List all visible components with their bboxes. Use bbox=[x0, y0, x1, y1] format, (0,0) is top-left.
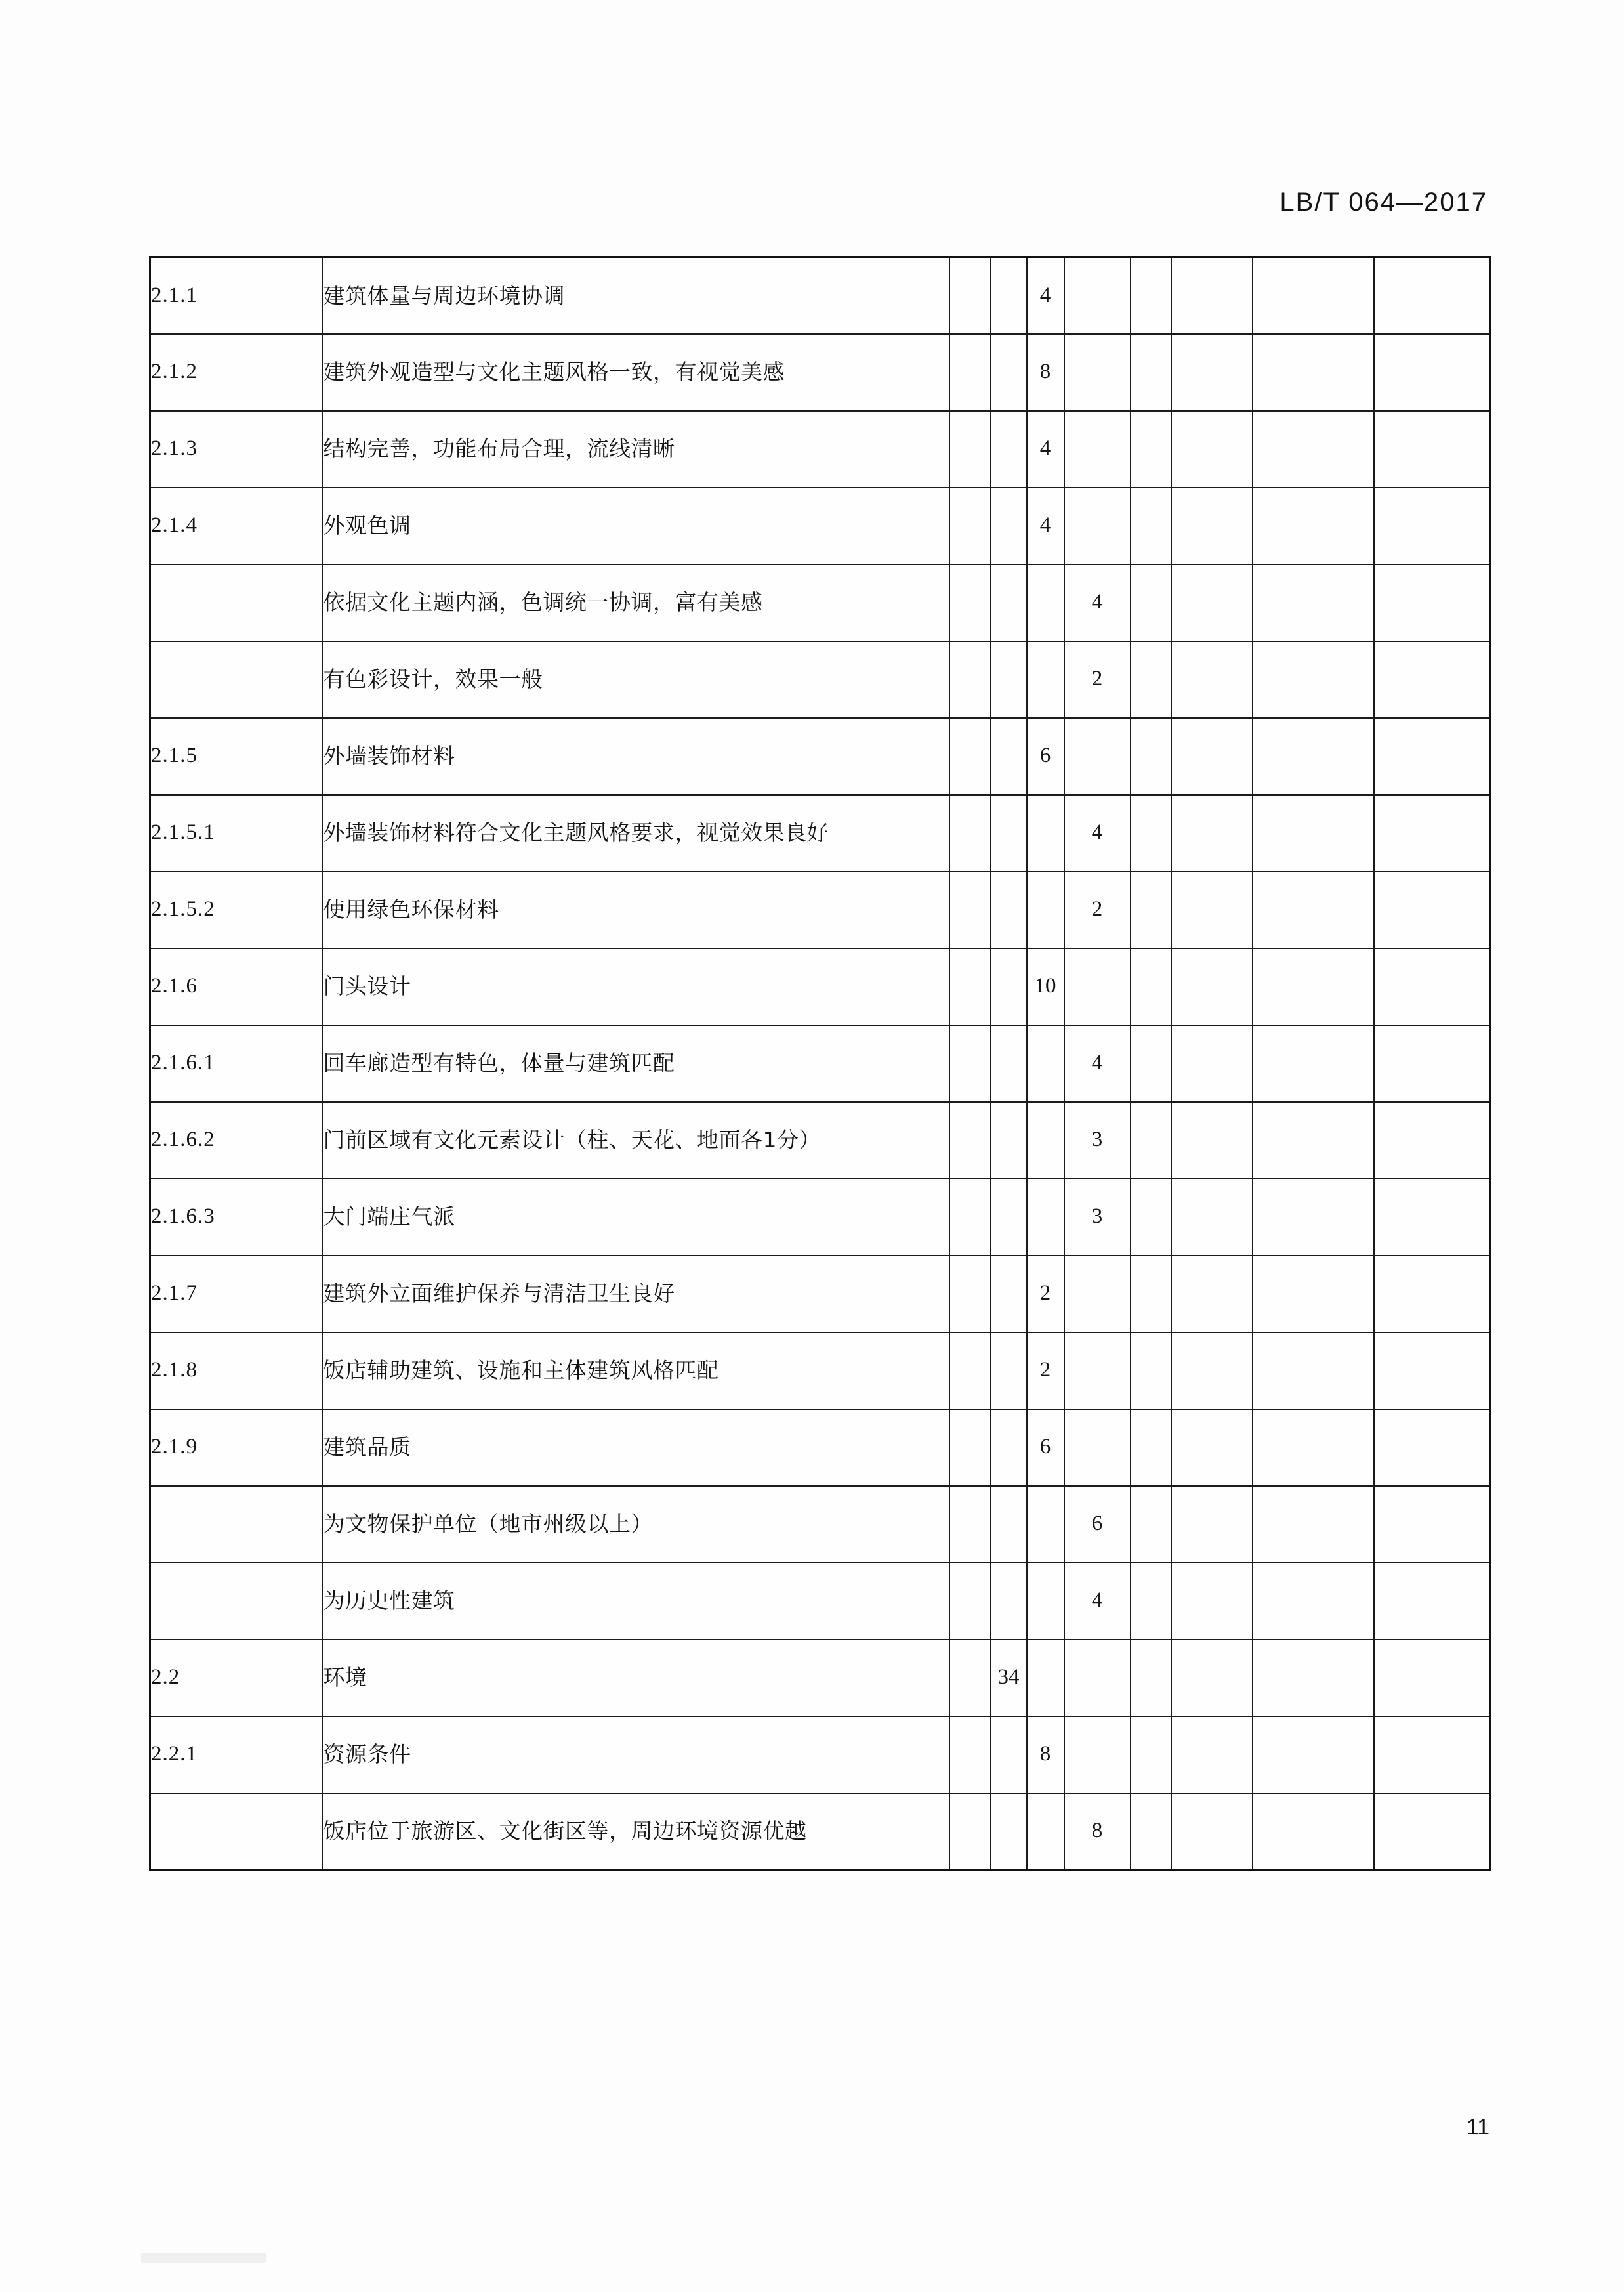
table-row bbox=[150, 1025, 1491, 1102]
item-description-cell: 有色彩设计，效果一般 bbox=[323, 641, 949, 718]
item-description-cell: 使用绿色环保材料 bbox=[323, 872, 949, 948]
score-col-4-cell bbox=[1064, 718, 1131, 795]
table-row bbox=[150, 411, 1491, 488]
item-number-cell: 2.1.5 bbox=[150, 718, 323, 795]
score-col-6-cell bbox=[1171, 1179, 1253, 1256]
score-col-8-cell bbox=[1374, 1179, 1491, 1256]
score-col-3-cell bbox=[1027, 1486, 1064, 1563]
score-col-3-cell bbox=[1027, 1640, 1064, 1716]
score-col-5-cell bbox=[1131, 795, 1171, 872]
score-col-6-cell bbox=[1171, 1716, 1253, 1793]
score-col-6-cell bbox=[1171, 1102, 1253, 1179]
score-col-8-cell bbox=[1374, 1025, 1491, 1102]
score-col-5-cell bbox=[1131, 1332, 1171, 1409]
score-col-4-cell bbox=[1064, 488, 1131, 564]
score-col-2-cell bbox=[991, 641, 1027, 718]
score-col-2-cell bbox=[991, 1102, 1027, 1179]
table-row bbox=[150, 1332, 1491, 1409]
score-col-7-cell bbox=[1253, 564, 1374, 641]
score-col-6-cell bbox=[1171, 1409, 1253, 1486]
score-col-6-cell bbox=[1171, 1486, 1253, 1563]
score-col-5-cell bbox=[1131, 948, 1171, 1025]
item-number-cell: 2.2 bbox=[150, 1640, 323, 1716]
score-col-8-cell bbox=[1374, 564, 1491, 641]
score-col-7-cell bbox=[1253, 641, 1374, 718]
score-col-6-cell bbox=[1171, 488, 1253, 564]
score-col-2-cell bbox=[991, 1793, 1027, 1870]
score-col-3-cell bbox=[1027, 1563, 1064, 1640]
score-col-3-cell bbox=[1027, 564, 1064, 641]
score-col-3-cell bbox=[1027, 872, 1064, 948]
item-number-cell bbox=[150, 641, 323, 718]
score-col-1-cell bbox=[949, 872, 991, 948]
score-col-6-cell bbox=[1171, 411, 1253, 488]
score-col-3-cell bbox=[1027, 1179, 1064, 1256]
score-col-5-cell bbox=[1131, 564, 1171, 641]
score-col-2-cell bbox=[991, 257, 1027, 334]
score-col-8-cell bbox=[1374, 411, 1491, 488]
score-col-5-cell bbox=[1131, 1179, 1171, 1256]
score-col-6-cell bbox=[1171, 334, 1253, 411]
score-col-7-cell bbox=[1253, 1793, 1374, 1870]
table-row bbox=[150, 334, 1491, 411]
table-row bbox=[150, 488, 1491, 564]
item-description-cell: 回车廊造型有特色，体量与建筑匹配 bbox=[323, 1025, 949, 1102]
scoring-table-body bbox=[150, 257, 1491, 1870]
score-col-7-cell bbox=[1253, 1640, 1374, 1716]
score-col-6-cell bbox=[1171, 872, 1253, 948]
item-number-cell: 2.1.4 bbox=[150, 488, 323, 564]
score-col-8-cell bbox=[1374, 257, 1491, 334]
table-row bbox=[150, 718, 1491, 795]
item-number-cell: 2.1.5.2 bbox=[150, 872, 323, 948]
score-col-8-cell bbox=[1374, 488, 1491, 564]
item-number-cell: 2.1.6.1 bbox=[150, 1025, 323, 1102]
score-col-7-cell bbox=[1253, 1025, 1374, 1102]
score-col-2-cell bbox=[991, 872, 1027, 948]
score-col-2-cell bbox=[991, 334, 1027, 411]
score-col-3-cell bbox=[1027, 795, 1064, 872]
score-col-2-cell bbox=[991, 1179, 1027, 1256]
score-col-2-cell bbox=[991, 564, 1027, 641]
score-col-3-cell bbox=[1027, 1102, 1064, 1179]
score-col-6-cell bbox=[1171, 948, 1253, 1025]
score-col-6-cell bbox=[1171, 718, 1253, 795]
score-col-2-cell bbox=[991, 1025, 1027, 1102]
score-col-1-cell bbox=[949, 1179, 991, 1256]
score-col-2-cell bbox=[991, 1486, 1027, 1563]
item-number-cell: 2.1.7 bbox=[150, 1256, 323, 1332]
score-col-5-cell bbox=[1131, 1102, 1171, 1179]
item-number-cell bbox=[150, 1486, 323, 1563]
score-col-1-cell bbox=[949, 1793, 991, 1870]
item-number-cell: 2.2.1 bbox=[150, 1716, 323, 1793]
item-number-cell bbox=[150, 1793, 323, 1870]
score-col-4-cell: 2 bbox=[1064, 641, 1131, 718]
item-number-cell: 2.1.6 bbox=[150, 948, 323, 1025]
score-col-3-cell bbox=[1027, 1793, 1064, 1870]
item-number-cell: 2.1.6.2 bbox=[150, 1102, 323, 1179]
item-number-cell: 2.1.6.3 bbox=[150, 1179, 323, 1256]
score-col-5-cell bbox=[1131, 334, 1171, 411]
score-col-1-cell bbox=[949, 1640, 991, 1716]
item-description-cell: 为文物保护单位（地市州级以上） bbox=[323, 1486, 949, 1563]
score-col-4-cell: 3 bbox=[1064, 1102, 1131, 1179]
score-col-7-cell bbox=[1253, 1716, 1374, 1793]
score-col-5-cell bbox=[1131, 872, 1171, 948]
table-row bbox=[150, 1256, 1491, 1332]
score-col-2-cell: 34 bbox=[991, 1640, 1027, 1716]
table-row bbox=[150, 1409, 1491, 1486]
score-col-6-cell bbox=[1171, 1025, 1253, 1102]
item-description-cell: 外墙装饰材料 bbox=[323, 718, 949, 795]
item-number-cell: 2.1.3 bbox=[150, 411, 323, 488]
item-description-cell: 建筑体量与周边环境协调 bbox=[323, 257, 949, 334]
score-col-5-cell bbox=[1131, 1256, 1171, 1332]
score-col-2-cell bbox=[991, 488, 1027, 564]
score-col-3-cell bbox=[1027, 641, 1064, 718]
item-number-cell: 2.1.5.1 bbox=[150, 795, 323, 872]
score-col-3-cell: 8 bbox=[1027, 334, 1064, 411]
score-col-1-cell bbox=[949, 488, 991, 564]
scoring-table bbox=[149, 256, 1491, 1871]
score-col-2-cell bbox=[991, 1716, 1027, 1793]
score-col-4-cell bbox=[1064, 411, 1131, 488]
score-col-5-cell bbox=[1131, 718, 1171, 795]
score-col-4-cell: 3 bbox=[1064, 1179, 1131, 1256]
score-col-3-cell: 6 bbox=[1027, 718, 1064, 795]
score-col-7-cell bbox=[1253, 1486, 1374, 1563]
score-col-4-cell bbox=[1064, 257, 1131, 334]
score-col-6-cell bbox=[1171, 1332, 1253, 1409]
score-col-5-cell bbox=[1131, 411, 1171, 488]
item-description-cell: 环境 bbox=[323, 1640, 949, 1716]
score-col-4-cell: 4 bbox=[1064, 1563, 1131, 1640]
item-number-cell: 2.1.2 bbox=[150, 334, 323, 411]
score-col-1-cell bbox=[949, 564, 991, 641]
item-number-cell: 2.1.1 bbox=[150, 257, 323, 334]
score-col-2-cell bbox=[991, 1563, 1027, 1640]
score-col-1-cell bbox=[949, 795, 991, 872]
score-col-5-cell bbox=[1131, 1640, 1171, 1716]
score-col-8-cell bbox=[1374, 1563, 1491, 1640]
score-col-4-cell: 8 bbox=[1064, 1793, 1131, 1870]
table-row bbox=[150, 795, 1491, 872]
score-col-6-cell bbox=[1171, 1640, 1253, 1716]
score-col-1-cell bbox=[949, 411, 991, 488]
item-description-cell: 建筑外观造型与文化主题风格一致，有视觉美感 bbox=[323, 334, 949, 411]
score-col-1-cell bbox=[949, 257, 991, 334]
score-col-3-cell: 2 bbox=[1027, 1332, 1064, 1409]
score-col-4-cell: 4 bbox=[1064, 795, 1131, 872]
score-col-1-cell bbox=[949, 1102, 991, 1179]
score-col-1-cell bbox=[949, 1025, 991, 1102]
score-col-7-cell bbox=[1253, 1332, 1374, 1409]
score-col-5-cell bbox=[1131, 1563, 1171, 1640]
score-col-8-cell bbox=[1374, 872, 1491, 948]
score-col-7-cell bbox=[1253, 1563, 1374, 1640]
score-col-8-cell bbox=[1374, 1409, 1491, 1486]
item-description-cell: 门前区域有文化元素设计（柱、天花、地面各1分） bbox=[323, 1102, 949, 1179]
score-col-2-cell bbox=[991, 411, 1027, 488]
score-col-3-cell: 4 bbox=[1027, 257, 1064, 334]
score-col-8-cell bbox=[1374, 1102, 1491, 1179]
score-col-8-cell bbox=[1374, 1332, 1491, 1409]
table-row bbox=[150, 257, 1491, 334]
score-col-7-cell bbox=[1253, 1256, 1374, 1332]
score-col-8-cell bbox=[1374, 795, 1491, 872]
scan-artifact bbox=[141, 2253, 266, 2263]
score-col-5-cell bbox=[1131, 1409, 1171, 1486]
item-description-cell: 资源条件 bbox=[323, 1716, 949, 1793]
score-col-4-cell bbox=[1064, 1409, 1131, 1486]
score-col-4-cell: 4 bbox=[1064, 564, 1131, 641]
standard-code-header: LB/T 064—2017 bbox=[1280, 188, 1488, 217]
table-row bbox=[150, 948, 1491, 1025]
table-row bbox=[150, 641, 1491, 718]
score-col-4-cell: 2 bbox=[1064, 872, 1131, 948]
score-col-7-cell bbox=[1253, 1409, 1374, 1486]
score-col-2-cell bbox=[991, 948, 1027, 1025]
score-col-3-cell: 4 bbox=[1027, 488, 1064, 564]
item-description-cell: 外观色调 bbox=[323, 488, 949, 564]
item-description-cell: 建筑外立面维护保养与清洁卫生良好 bbox=[323, 1256, 949, 1332]
item-number-cell: 2.1.8 bbox=[150, 1332, 323, 1409]
score-col-7-cell bbox=[1253, 257, 1374, 334]
table-row bbox=[150, 1640, 1491, 1716]
score-col-8-cell bbox=[1374, 1640, 1491, 1716]
score-col-7-cell bbox=[1253, 1179, 1374, 1256]
score-col-7-cell bbox=[1253, 872, 1374, 948]
score-col-8-cell bbox=[1374, 641, 1491, 718]
score-col-2-cell bbox=[991, 1332, 1027, 1409]
score-col-2-cell bbox=[991, 1409, 1027, 1486]
score-col-8-cell bbox=[1374, 948, 1491, 1025]
item-number-cell bbox=[150, 1563, 323, 1640]
table-row bbox=[150, 1486, 1491, 1563]
score-col-4-cell bbox=[1064, 1332, 1131, 1409]
score-col-2-cell bbox=[991, 718, 1027, 795]
score-col-7-cell bbox=[1253, 948, 1374, 1025]
table-row bbox=[150, 1179, 1491, 1256]
score-col-6-cell bbox=[1171, 1256, 1253, 1332]
item-description-cell: 饭店辅助建筑、设施和主体建筑风格匹配 bbox=[323, 1332, 949, 1409]
item-description-cell: 大门端庄气派 bbox=[323, 1179, 949, 1256]
score-col-6-cell bbox=[1171, 641, 1253, 718]
score-col-4-cell: 6 bbox=[1064, 1486, 1131, 1563]
item-description-cell: 建筑品质 bbox=[323, 1409, 949, 1486]
score-col-7-cell bbox=[1253, 795, 1374, 872]
score-col-3-cell bbox=[1027, 1025, 1064, 1102]
score-col-1-cell bbox=[949, 718, 991, 795]
score-col-2-cell bbox=[991, 795, 1027, 872]
score-col-5-cell bbox=[1131, 1025, 1171, 1102]
score-col-8-cell bbox=[1374, 1793, 1491, 1870]
score-col-8-cell bbox=[1374, 1486, 1491, 1563]
score-col-5-cell bbox=[1131, 1716, 1171, 1793]
score-col-5-cell bbox=[1131, 641, 1171, 718]
table-row bbox=[150, 872, 1491, 948]
score-col-1-cell bbox=[949, 641, 991, 718]
score-col-2-cell bbox=[991, 1256, 1027, 1332]
table-row bbox=[150, 1102, 1491, 1179]
score-col-7-cell bbox=[1253, 411, 1374, 488]
table-row bbox=[150, 1563, 1491, 1640]
score-col-6-cell bbox=[1171, 564, 1253, 641]
score-col-3-cell: 2 bbox=[1027, 1256, 1064, 1332]
item-number-cell bbox=[150, 564, 323, 641]
score-col-7-cell bbox=[1253, 488, 1374, 564]
score-col-4-cell: 4 bbox=[1064, 1025, 1131, 1102]
score-col-3-cell: 10 bbox=[1027, 948, 1064, 1025]
score-col-4-cell bbox=[1064, 1640, 1131, 1716]
score-col-6-cell bbox=[1171, 257, 1253, 334]
score-col-7-cell bbox=[1253, 1102, 1374, 1179]
score-col-5-cell bbox=[1131, 1486, 1171, 1563]
score-col-1-cell bbox=[949, 1563, 991, 1640]
score-col-1-cell bbox=[949, 948, 991, 1025]
item-number-cell: 2.1.9 bbox=[150, 1409, 323, 1486]
item-description-cell: 饭店位于旅游区、文化街区等，周边环境资源优越 bbox=[323, 1793, 949, 1870]
score-col-8-cell bbox=[1374, 334, 1491, 411]
score-col-8-cell bbox=[1374, 718, 1491, 795]
score-col-5-cell bbox=[1131, 1793, 1171, 1870]
score-col-1-cell bbox=[949, 1486, 991, 1563]
score-col-6-cell bbox=[1171, 1563, 1253, 1640]
score-col-3-cell: 8 bbox=[1027, 1716, 1064, 1793]
score-col-1-cell bbox=[949, 1256, 991, 1332]
score-col-4-cell bbox=[1064, 1716, 1131, 1793]
score-col-3-cell: 6 bbox=[1027, 1409, 1064, 1486]
item-description-cell: 结构完善，功能布局合理，流线清晰 bbox=[323, 411, 949, 488]
item-description-cell: 外墙装饰材料符合文化主题风格要求，视觉效果良好 bbox=[323, 795, 949, 872]
score-col-1-cell bbox=[949, 1409, 991, 1486]
table-row bbox=[150, 1716, 1491, 1793]
scoring-table-container bbox=[149, 256, 1489, 1871]
score-col-6-cell bbox=[1171, 795, 1253, 872]
score-col-5-cell bbox=[1131, 257, 1171, 334]
score-col-1-cell bbox=[949, 1332, 991, 1409]
score-col-7-cell bbox=[1253, 334, 1374, 411]
item-description-cell: 依据文化主题内涵，色调统一协调，富有美感 bbox=[323, 564, 949, 641]
score-col-1-cell bbox=[949, 334, 991, 411]
item-description-cell: 为历史性建筑 bbox=[323, 1563, 949, 1640]
score-col-4-cell bbox=[1064, 1256, 1131, 1332]
score-col-4-cell bbox=[1064, 334, 1131, 411]
score-col-4-cell bbox=[1064, 948, 1131, 1025]
score-col-8-cell bbox=[1374, 1716, 1491, 1793]
table-row bbox=[150, 1793, 1491, 1870]
score-col-1-cell bbox=[949, 1716, 991, 1793]
score-col-5-cell bbox=[1131, 488, 1171, 564]
score-col-7-cell bbox=[1253, 718, 1374, 795]
score-col-8-cell bbox=[1374, 1256, 1491, 1332]
score-col-6-cell bbox=[1171, 1793, 1253, 1870]
score-col-3-cell: 4 bbox=[1027, 411, 1064, 488]
page-number: 11 bbox=[1466, 2115, 1489, 2140]
item-description-cell: 门头设计 bbox=[323, 948, 949, 1025]
table-row bbox=[150, 564, 1491, 641]
